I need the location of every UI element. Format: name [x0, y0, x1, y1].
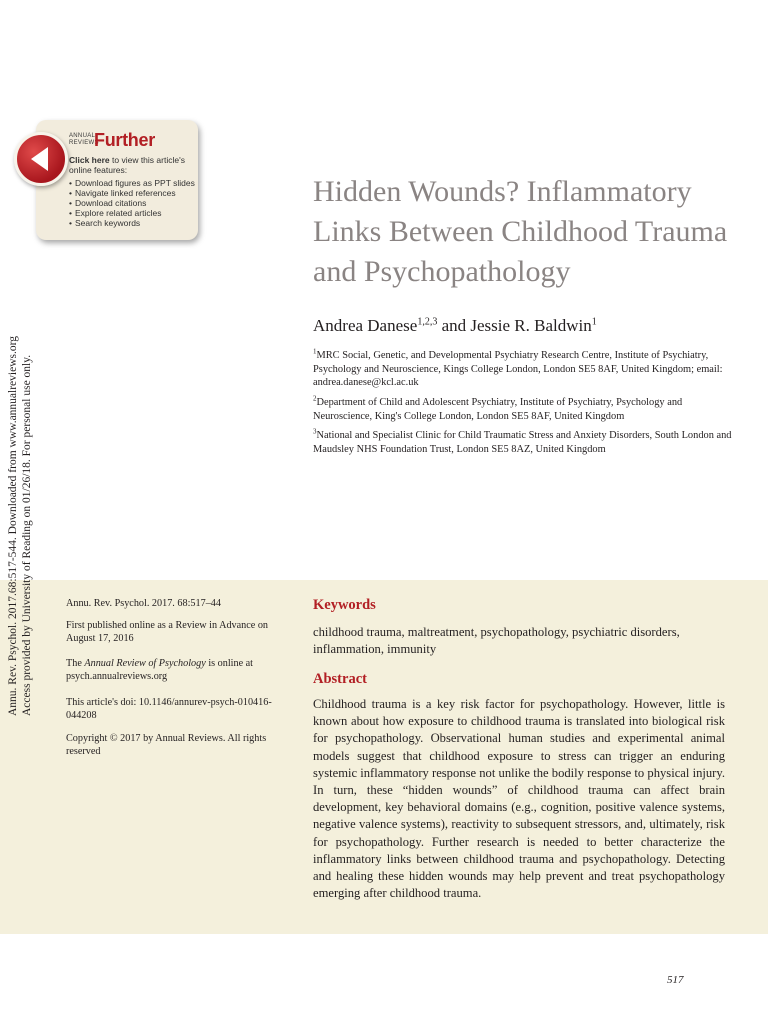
online-note-post: is online at psych.annualreviews.org: [66, 658, 254, 682]
page-number: 517: [667, 974, 684, 986]
keywords-heading: Keywords: [313, 597, 376, 613]
feature-item[interactable]: • Navigate linked references: [69, 188, 197, 198]
article-title: Hidden Wounds? Inflammatory Links Between Childhood Trauma and Psychopathology: [313, 175, 728, 288]
further-intro-text: to view this article's online features:: [69, 155, 185, 175]
click-here-link[interactable]: Click here: [69, 155, 110, 165]
affiliation-marker: 3: [313, 427, 317, 436]
abstract-text: Childhood trauma is a key risk factor for psychopathology. However, little is known about how exposure to childhood trauma is translated into biological risk for psychopathology. Observational human studies and experimental animal models suggest that childhood exposure to stress can trigger an enduring systemic inflammatory response not unlike the bodily response to physical injury. In turn, these “hidden wounds” of childhood trauma can affect brain development, key behavioral domains (e.g., cognition, positive valence systems, negative valence systems), reactivity to subsequent stressors, and, ultimately, risk for psychopathology. Further research is needed to better characterize the inflammatory links between childhood trauma and psychopathology. Detecting and healing these hidden wounds may help prevent and treat psychopathology emerging after childhood trauma.: [313, 697, 725, 901]
author-affiliation-marker: 1,2,3: [417, 316, 438, 328]
author-separator: and: [437, 316, 471, 335]
feature-item[interactable]: • Explore related articles: [69, 208, 197, 218]
affiliation-text: National and Specialist Clinic for Child Traumatic Stress and Anxiety Disorders, South London and Maudsley NHS Foundation Trust, London SE5 8AZ, United Kingdom: [313, 430, 732, 455]
online-note-pre: The: [66, 658, 85, 669]
keywords-text: childhood trauma, maltreatment, psychopathology, psychiatric disorders, inflammation, immunity: [313, 625, 680, 656]
online-note: [66, 658, 281, 683]
feature-item[interactable]: • Download figures as PPT slides: [69, 178, 197, 188]
feature-item[interactable]: • Search keywords: [69, 218, 197, 228]
author-list: [313, 315, 753, 337]
further-title: Further: [94, 130, 155, 150]
affiliation: [313, 349, 733, 390]
first-published-note: First published online as a Review in Advance on August 17, 2016: [66, 620, 269, 644]
copyright-note: Copyright © 2017 by Annual Reviews. All rights reserved: [66, 733, 267, 757]
feature-item[interactable]: • Download citations: [69, 198, 197, 208]
journal-name: Annual Review of Psychology: [84, 658, 206, 669]
further-intro: [69, 155, 195, 175]
author-name: Jessie R. Baldwin: [470, 316, 592, 335]
further-feature-list: [69, 178, 197, 228]
affiliation-text: MRC Social, Genetic, and Developmental Psychiatry Research Centre, Institute of Psychiatry, Psychology and Neuroscience, Kings College London, London SE5 8AF, United Kingdom; email: andrea.danese@kcl.ac.uk: [313, 350, 723, 388]
affiliation: [313, 429, 733, 456]
author-affiliation-marker: 1: [591, 316, 597, 328]
affiliation: [313, 396, 733, 423]
affiliation-text: Department of Child and Adolescent Psychiatry, Institute of Psychiatry, Psychology and Neuroscience, King's College London, London SE5 8AF, United Kingdom: [313, 397, 683, 422]
download-notice: [6, 0, 42, 716]
affiliation-marker: 1: [313, 347, 317, 356]
citation: Annu. Rev. Psychol. 2017. 68:517–44: [66, 598, 221, 609]
author-name: Andrea Danese: [313, 316, 418, 335]
access-notice-line: Access provided by University of Reading on 01/26/18. For personal use only.: [21, 354, 33, 716]
abstract-heading: Abstract: [313, 671, 367, 687]
annual-reviews-brand: ANNUAL REVIEWS: [69, 133, 99, 146]
download-notice-line: Annu. Rev. Psychol. 2017.68:517-544. Downloaded from www.annualreviews.org: [7, 336, 19, 716]
affiliation-marker: 2: [313, 394, 317, 403]
doi-note: This article's doi: 10.1146/annurev-psych-010416-044208: [66, 697, 272, 721]
